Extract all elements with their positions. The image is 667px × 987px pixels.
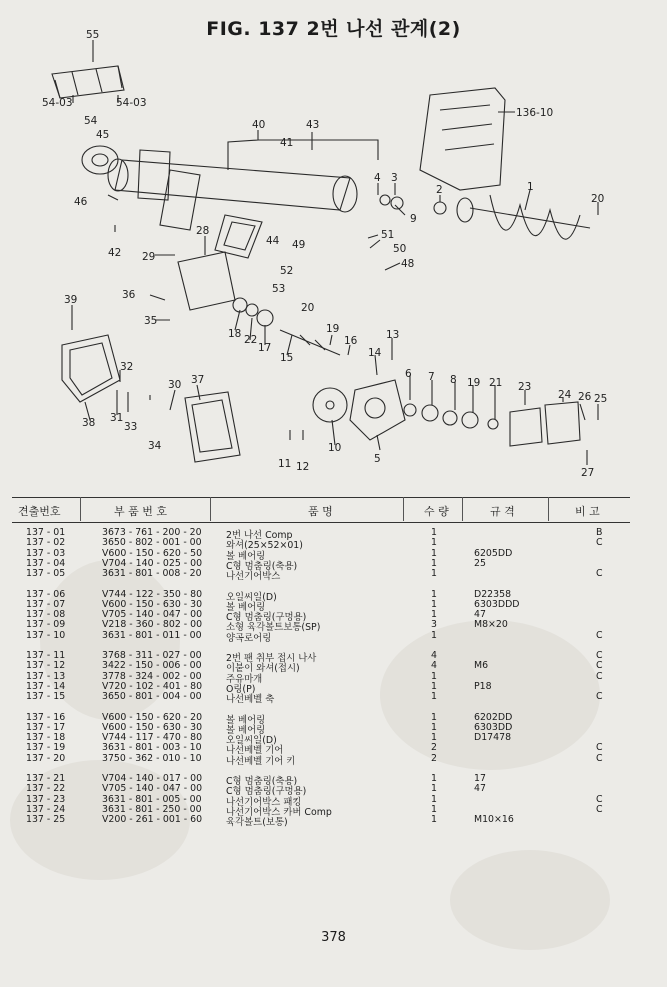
- cell-name: 나선베벨 기어 키: [226, 755, 296, 767]
- callout-labels: [42, 29, 607, 479]
- header-part-number: 부 품 번 호: [114, 505, 167, 518]
- callout-label: 7: [428, 371, 435, 383]
- cell-qty: 1: [431, 568, 437, 580]
- callout-label: 48: [401, 258, 415, 270]
- callout-label: 8: [450, 374, 457, 386]
- callout-label: 52: [280, 265, 294, 277]
- cell-no: 137 - 05: [26, 568, 66, 580]
- cell-no: 137 - 14: [26, 680, 66, 692]
- cell-no: 137 - 19: [26, 742, 66, 754]
- cell-remark: C: [596, 568, 603, 580]
- callout-label: 21: [489, 377, 503, 389]
- callout-label: 39: [64, 294, 78, 306]
- cell-qty: 1: [431, 527, 437, 538]
- parts-table: [12, 497, 630, 523]
- table-row: [12, 814, 630, 829]
- callout-label: 3: [391, 172, 398, 184]
- callout-label: 36: [122, 289, 136, 301]
- cell-qty: 1: [431, 814, 437, 826]
- table-row: [12, 630, 630, 642]
- cell-part: 3650 - 801 - 004 - 00: [102, 691, 202, 703]
- callout-label: 16: [344, 335, 358, 347]
- cell-name: C형 멈춤링(구멍용): [226, 786, 307, 798]
- callout-label: 5: [374, 453, 381, 465]
- callout-label: 13: [386, 329, 400, 341]
- cell-spec: M10×16: [474, 814, 514, 826]
- cell-name: 볼 베어링: [226, 601, 266, 613]
- cell-part: V744 - 122 - 350 - 80: [102, 588, 203, 600]
- callout-label: 1: [527, 181, 534, 193]
- table-row: [12, 568, 630, 583]
- cell-part: V218 - 360 - 802 - 00: [102, 619, 203, 631]
- cell-part: 3673 - 761 - 200 - 20: [102, 527, 202, 538]
- cell-qty: 3: [431, 619, 437, 631]
- cell-no: 137 - 07: [26, 598, 66, 610]
- callout-label: 11: [278, 458, 292, 470]
- callout-label: 46: [74, 196, 88, 208]
- cell-no: 137 - 02: [26, 537, 66, 549]
- cell-remark: C: [596, 752, 603, 764]
- cell-part: 3631 - 801 - 008 - 20: [102, 568, 202, 580]
- cell-part: 3631 - 801 - 011 - 00: [102, 629, 202, 641]
- cell-part: 3650 - 802 - 001 - 00: [102, 537, 202, 549]
- cell-no: 137 - 22: [26, 783, 66, 795]
- cell-remark: C: [596, 793, 603, 805]
- cell-qty: 1: [431, 609, 437, 621]
- cell-part: 3768 - 311 - 027 - 00: [102, 650, 202, 661]
- cell-part: 3631 - 801 - 003 - 10: [102, 742, 202, 754]
- callout-label: 31: [110, 412, 124, 424]
- callout-label: 30: [168, 379, 182, 391]
- cell-no: 137 - 11: [26, 650, 66, 661]
- cell-no: 137 - 24: [26, 803, 66, 815]
- cell-spec: M8×20: [474, 619, 508, 631]
- callout-label: 50: [393, 243, 407, 255]
- cell-remark: C: [596, 660, 603, 672]
- cell-spec: 47: [474, 609, 486, 621]
- cell-qty: 1: [431, 691, 437, 703]
- cell-part: 3750 - 362 - 010 - 10: [102, 752, 202, 764]
- cell-spec: D17478: [474, 732, 512, 744]
- cell-remark: B: [596, 527, 603, 538]
- cell-no: 137 - 25: [26, 814, 66, 826]
- auger-tube-part: [115, 160, 350, 210]
- cell-remark: C: [596, 629, 603, 641]
- callout-label: 42: [108, 247, 122, 259]
- cell-no: 137 - 20: [26, 752, 66, 764]
- column-divider: [210, 497, 211, 521]
- cell-remark: C: [596, 803, 603, 815]
- callout-label: 41: [280, 137, 294, 149]
- cell-part: V705 - 140 - 047 - 00: [102, 609, 203, 621]
- cell-name: 양곡로어링: [226, 632, 272, 644]
- callout-label: 34: [148, 440, 162, 452]
- cell-name: 2번 팬 취부 접시 나사: [226, 653, 317, 664]
- cell-spec: 6303DDD: [474, 598, 520, 610]
- cell-qty: 1: [431, 547, 437, 559]
- cell-qty: 1: [431, 711, 437, 723]
- callout-label: 4: [374, 172, 381, 184]
- callout-label: 17: [258, 342, 272, 354]
- cell-name: C형 멈춤링(축용): [226, 560, 298, 572]
- callout-label: 12: [296, 461, 310, 473]
- callout-label: 22: [244, 334, 258, 346]
- callout-label: 53: [272, 283, 286, 295]
- cell-remark: C: [596, 670, 603, 682]
- cell-name: 이붙이 와셔(접시): [226, 663, 300, 675]
- callout-label: 19: [467, 377, 481, 389]
- cell-part: V600 - 150 - 630 - 30: [102, 598, 203, 610]
- callout-label: 6: [405, 368, 412, 380]
- cell-part: V200 - 261 - 001 - 60: [102, 814, 203, 826]
- cell-qty: 1: [431, 793, 437, 805]
- header-no: 견출번호: [18, 505, 61, 518]
- callout-label: 136-10: [516, 107, 554, 119]
- callout-label: 40: [252, 119, 266, 131]
- cell-qty: 2: [431, 752, 437, 764]
- cell-qty: 1: [431, 670, 437, 682]
- column-divider: [80, 497, 81, 521]
- cell-name: 나선기어박스 카버 Comp: [226, 806, 332, 818]
- callout-label: 51: [381, 229, 395, 241]
- cell-no: 137 - 08: [26, 609, 66, 621]
- cell-spec: 47: [474, 783, 486, 795]
- cell-no: 137 - 21: [26, 773, 66, 784]
- callout-label: 45: [96, 129, 110, 141]
- callout-label: 19: [326, 323, 340, 335]
- cell-part: 3778 - 324 - 002 - 00: [102, 670, 202, 682]
- cell-part: 3422 - 150 - 006 - 00: [102, 660, 202, 672]
- cell-spec: M6: [474, 660, 489, 672]
- cell-no: 137 - 12: [26, 660, 66, 672]
- cell-name: 소형 육각볼트보통(SP): [226, 622, 321, 634]
- table-row: [12, 753, 630, 765]
- cell-spec: D22358: [474, 588, 512, 600]
- cell-part: V600 - 150 - 630 - 30: [102, 721, 203, 733]
- cell-remark: C: [596, 650, 603, 661]
- cell-no: 137 - 10: [26, 629, 66, 641]
- callout-label: 49: [292, 239, 306, 251]
- cell-name: 오일씨일(D): [226, 591, 277, 603]
- callout-label: 20: [591, 193, 605, 205]
- cell-qty: 1: [431, 773, 437, 784]
- column-divider: [403, 497, 404, 521]
- column-divider: [548, 497, 549, 521]
- cell-qty: 1: [431, 629, 437, 641]
- cover-part: [52, 66, 124, 98]
- table-row: [12, 691, 630, 706]
- table-header: [12, 497, 630, 523]
- cell-no: 137 - 09: [26, 619, 66, 631]
- cell-name: 주유마개: [226, 673, 263, 685]
- cell-no: 137 - 23: [26, 793, 66, 805]
- cell-qty: 1: [431, 680, 437, 692]
- cell-name: O링(P): [226, 683, 256, 695]
- callout-label: 15: [280, 352, 294, 364]
- cell-name: 나선기어박스: [226, 571, 281, 583]
- cell-no: 137 - 17: [26, 721, 66, 733]
- cell-qty: 1: [431, 732, 437, 744]
- cell-qty: 1: [431, 783, 437, 795]
- header-remark: 비 고: [575, 505, 600, 518]
- cell-qty: 1: [431, 588, 437, 600]
- cell-no: 137 - 06: [26, 588, 66, 600]
- cell-qty: 4: [431, 650, 437, 661]
- callout-label: 38: [82, 417, 96, 429]
- cell-qty: 1: [431, 721, 437, 733]
- cell-no: 137 - 01: [26, 527, 66, 538]
- callout-label: 18: [228, 328, 242, 340]
- callout-label: 24: [558, 389, 572, 401]
- cell-name: 볼 베어링: [226, 724, 266, 736]
- column-divider: [462, 497, 463, 521]
- cell-remark: C: [596, 537, 603, 549]
- cell-name: 볼 베어링: [226, 550, 266, 562]
- cell-no: 137 - 16: [26, 711, 66, 723]
- callout-label: 10: [328, 442, 342, 454]
- cell-remark: C: [596, 742, 603, 754]
- cell-part: V600 - 150 - 620 - 50: [102, 547, 203, 559]
- cell-name: C형 멈춤링(구멍용): [226, 612, 307, 624]
- callout-label: 29: [142, 251, 156, 263]
- callout-label: 54: [84, 115, 98, 127]
- cell-part: 3631 - 801 - 005 - 00: [102, 793, 202, 805]
- cell-name: 볼 베어링: [226, 714, 266, 726]
- cell-part: V704 - 140 - 025 - 00: [102, 557, 203, 569]
- cell-part: V720 - 102 - 401 - 80: [102, 680, 203, 692]
- figure-title: FIG. 137 2번 나선 관계(2): [206, 18, 461, 40]
- callout-label: 14: [368, 347, 382, 359]
- callout-label: 54-03: [42, 97, 73, 109]
- cell-name: 육각볼트(보통): [226, 817, 288, 829]
- callout-label: 23: [518, 381, 532, 393]
- callout-label: 43: [306, 119, 320, 131]
- cell-spec: 6202DD: [474, 711, 513, 723]
- cell-no: 137 - 03: [26, 547, 66, 559]
- cell-no: 137 - 04: [26, 557, 66, 569]
- cell-spec: 6303DD: [474, 721, 513, 733]
- cell-part: V704 - 140 - 017 - 00: [102, 773, 203, 784]
- cell-no: 137 - 13: [26, 670, 66, 682]
- cell-part: V705 - 140 - 047 - 00: [102, 783, 203, 795]
- cell-spec: P18: [474, 680, 492, 692]
- cell-name: 나선기어박스 패킹: [226, 796, 302, 808]
- cell-name: 오일씨일(D): [226, 735, 277, 747]
- cell-name: 나선베벨 기어: [226, 745, 284, 757]
- page-number: 378: [321, 930, 346, 945]
- cell-qty: 1: [431, 557, 437, 569]
- exploded-parts-diagram: [0, 0, 667, 490]
- cell-spec: 17: [474, 773, 486, 784]
- cell-qty: 4: [431, 660, 437, 672]
- cell-name: C형 멈춤링(축용): [226, 776, 298, 787]
- callout-label: 28: [196, 225, 210, 237]
- header-qty: 수 량: [424, 505, 449, 518]
- callout-label: 20: [301, 302, 315, 314]
- cell-part: V600 - 150 - 620 - 20: [102, 711, 203, 723]
- callout-label: 44: [266, 235, 280, 247]
- cell-qty: 2: [431, 742, 437, 754]
- cell-spec: 6205DD: [474, 547, 513, 559]
- cell-part: 3631 - 801 - 250 - 00: [102, 803, 202, 815]
- callout-label: 2: [436, 184, 443, 196]
- callout-label: 9: [410, 213, 417, 225]
- header-part-name: 품 명: [308, 505, 333, 518]
- callout-label: 33: [124, 421, 138, 433]
- cell-name: 나선베벨 축: [226, 694, 275, 706]
- cell-qty: 1: [431, 598, 437, 610]
- cell-qty: 1: [431, 537, 437, 549]
- callout-label: 35: [144, 315, 158, 327]
- callout-label: 32: [120, 361, 134, 373]
- callout-label: 25: [594, 393, 608, 405]
- callout-label: 26: [578, 391, 592, 403]
- cell-no: 137 - 18: [26, 732, 66, 744]
- cell-name: 2번 나선 Comp: [226, 530, 293, 541]
- cell-name: 와셔(25×52×01): [226, 540, 303, 552]
- cell-qty: 1: [431, 803, 437, 815]
- callout-label: 54-03: [116, 97, 147, 109]
- callout-label: 37: [191, 374, 205, 386]
- callout-label: 55: [86, 29, 100, 41]
- cell-no: 137 - 15: [26, 691, 66, 703]
- cell-remark: C: [596, 691, 603, 703]
- header-spec: 규 격: [490, 505, 515, 518]
- cell-spec: 25: [474, 557, 486, 569]
- cell-part: V744 - 117 - 470 - 80: [102, 732, 203, 744]
- callout-label: 27: [581, 467, 595, 479]
